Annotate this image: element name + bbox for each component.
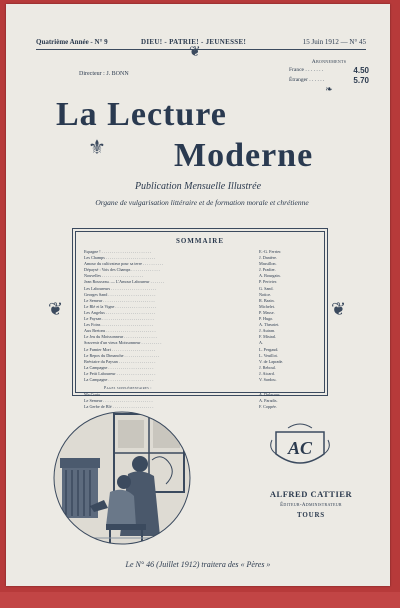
list-item: Le Blé et la Vigne . . . . . . . . . . . . . . . . . . . . Michelet. — [84, 303, 275, 309]
publisher-name: ALFRED CATTIER — [269, 489, 353, 499]
cover-page — [6, 4, 390, 586]
subtitle: Publication Mensuelle Illustrée — [134, 181, 262, 192]
next-issue-note: Le N° 46 (Juillet 1912) traitera des « Pères » — [125, 560, 271, 569]
side-ornament-right-icon: ❦ — [331, 299, 347, 319]
list-item: Espagne ! . . . . . . . . . . . . . . . . . . . . . . . . E.-G. Ferrier. — [84, 249, 282, 254]
cover-edge — [0, 592, 400, 608]
director: Directeur : J. BONN — [79, 71, 129, 77]
sommaire-heading: SOMMAIRE — [175, 237, 225, 245]
publisher-logo — [268, 422, 332, 474]
vignette-illustration — [52, 408, 192, 548]
list-item: Le Semeur . . . . . . . . . . . . . . . . . . . . . . . . . R. Bazin. — [84, 297, 275, 303]
monogram: AC — [287, 438, 313, 458]
table-of-contents — [84, 249, 318, 410]
list-item: Ma Croix . . . . . . . . . . . . . . . . . . . . . . . . . A. Delacour. — [84, 392, 281, 398]
list-item: Les Champs . . . . . . . . . . . . . . . . . . . . . . . . J. Dantère. — [84, 255, 278, 261]
list-item: Les Angelus . . . . . . . . . . . . . . . . . . . . . . . . P. Masse. — [84, 309, 275, 315]
ornament-icon: ❦ — [189, 45, 201, 60]
edition-label: Quatrième Année - N° 9 — [36, 38, 108, 46]
side-ornament-left-icon: ❦ — [48, 299, 64, 319]
list-item: Le Repos du Dimanche . . . . . . . . . . . . . . . . . L. Veuillot. — [84, 352, 278, 358]
list-item: Le Paysan . . . . . . . . . . . . . . . . . . . . . . . . . P. Hugo. — [84, 316, 274, 322]
title-line-2: Moderne — [174, 137, 314, 174]
list-item: La Gerbe de Blé . . . . . . . . . . . . . . . . . . . . F. Coppée. — [84, 404, 277, 410]
list-item: La Campagne . . . . . . . . . . . . . . . . . . . . . . V. Sardou. — [84, 376, 277, 382]
list-item: Le Petit Laboureur . . . . . . . . . . . . . . . . . . . J. Aicard. — [84, 370, 275, 376]
publisher-block — [261, 489, 361, 519]
header-rule — [36, 49, 366, 50]
tagline: Organe de vulgarisation littéraire et de formation morale et chrétienne — [95, 198, 309, 207]
date-number: 15 Juin 1912 — N° 45 — [302, 38, 366, 46]
list-item: Dépaysé : Vois des Champs . . . . . . . . . . . . . . J. Pradier. — [84, 267, 276, 273]
subscription-heading: Abonnements — [311, 59, 347, 65]
list-item: Le Jeu du Moissonneur . . . . . . . . . . . . . . . . F. Mistral. — [84, 334, 277, 340]
ornament-icon: ❧ — [325, 84, 333, 94]
publisher-city: TOURS — [297, 511, 325, 519]
list-item: La Campagne . . . . . . . . . . . . . . . . . . . . . . J. Reboul. — [84, 364, 276, 370]
list-item: Georges Sand . . . . . . . . . . . . . . . . . . . . . . . Notice. — [84, 291, 272, 297]
fleuron-icon: ⚜ — [88, 137, 106, 159]
list-item: Bréviaire du Paysan . . . . . . . . . . . . . . . . . . V. de Laprade. — [84, 358, 284, 364]
subscription-row: France . . . . . . . 4.50 — [289, 66, 369, 75]
motto: DIEU! - PATRIE! - JEUNESSE! — [141, 38, 247, 46]
list-item: Les Laboureurs . . . . . . . . . . . . . . . . . . . . . . G. Sand. — [84, 285, 274, 291]
supplement-heading: Pages supplémentaires : — [104, 385, 152, 391]
list-item: Aux Bretons . . . . . . . . . . . . . . . . . . . . . . . . J. Autran. — [84, 328, 276, 334]
publisher-role: Éditeur-Administrateur — [280, 503, 342, 508]
list-item: Souvenir d'un vieux Moissonneur . . . . . . . . . . A. — [84, 340, 264, 346]
subscription-box — [289, 59, 369, 94]
list-item: Le Fumier Mort . . . . . . . . . . . . . . . . . . . . . L. Pergaud. — [84, 346, 279, 352]
list-item: Jean Rousseau. — L'Amour Laboureur . . . . . . . P. Perivier. — [84, 279, 278, 285]
subscription-row: Étranger . . . . . . 5.70 — [289, 76, 369, 85]
list-item: Le Semeur . . . . . . . . . . . . . . . . . . . . . . . . A. Paradis. — [84, 398, 278, 404]
list-item: Nouvelles . . . . . . . . . . . . . . . . . . . . A. Bourgain. — [84, 273, 281, 279]
sommaire-box — [72, 228, 328, 410]
title-line-1: La Lecture — [56, 96, 227, 133]
list-item: Les Foins . . . . . . . . . . . . . . . . . . . . . . . . . A. Theuriet. — [84, 322, 280, 328]
list-item: Amour du cultivateur pour sa terre . . . . . . . . . . Massillon. — [84, 261, 277, 267]
